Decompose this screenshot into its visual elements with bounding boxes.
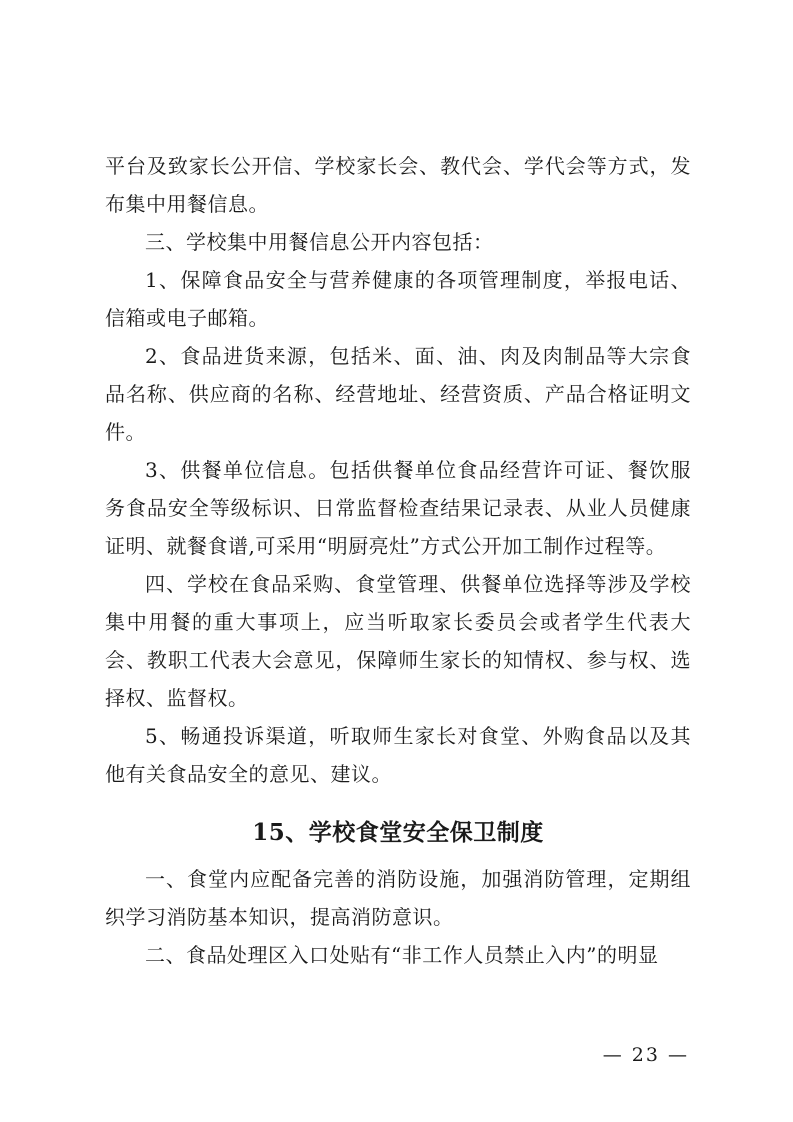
- paragraph-continuation: 平台及致家长公开信、学校家长会、教代会、学代会等方式，发布集中用餐信息。: [105, 154, 691, 216]
- section-heading: 15、学校食堂安全保卫制度: [252, 819, 544, 846]
- paragraph-section-three: 三、学校集中用餐信息公开内容包括：: [145, 230, 494, 254]
- paragraph-safety-one: 一、食堂内应配备完善的消防设施，加强消防管理，定期组织学习消防基本知识，提高消防意识。: [105, 867, 691, 929]
- paragraph-item-3: 3、供餐单位信息。包括供餐单位食品经营许可证、餐饮服务食品安全等级标识、日常监督检查结果记录表、从业人员健康证明、就餐食谱,可采用“明厨亮灶”方式公开加工制作过程等。: [105, 458, 691, 558]
- paragraph-item-5: 5、畅通投诉渠道，听取师生家长对食堂、外购食品以及其他有关食品安全的意见、建议。: [105, 724, 691, 786]
- paragraph-safety-two: 二、食品处理区入口处贴有“非工作人员禁止入内”的明显: [145, 943, 659, 967]
- paragraph-item-2: 2、食品进货来源，包括米、面、油、肉及肉制品等大宗食品名称、供应商的名称、经营地址、经营资质、产品合格证明文件。: [105, 344, 691, 444]
- paragraph-item-1: 1、保障食品安全与营养健康的各项管理制度，举报电话、信箱或电子邮箱。: [105, 268, 691, 330]
- paragraph-section-four: 四、学校在食品采购、食堂管理、供餐单位选择等涉及学校集中用餐的重大事项上，应当听取家长委员会或者学生代表大会、教职工代表大会意见，保障师生家长的知情权、参与权、选择权、监督权。: [105, 572, 691, 710]
- page-number: — 23 —: [602, 1044, 689, 1066]
